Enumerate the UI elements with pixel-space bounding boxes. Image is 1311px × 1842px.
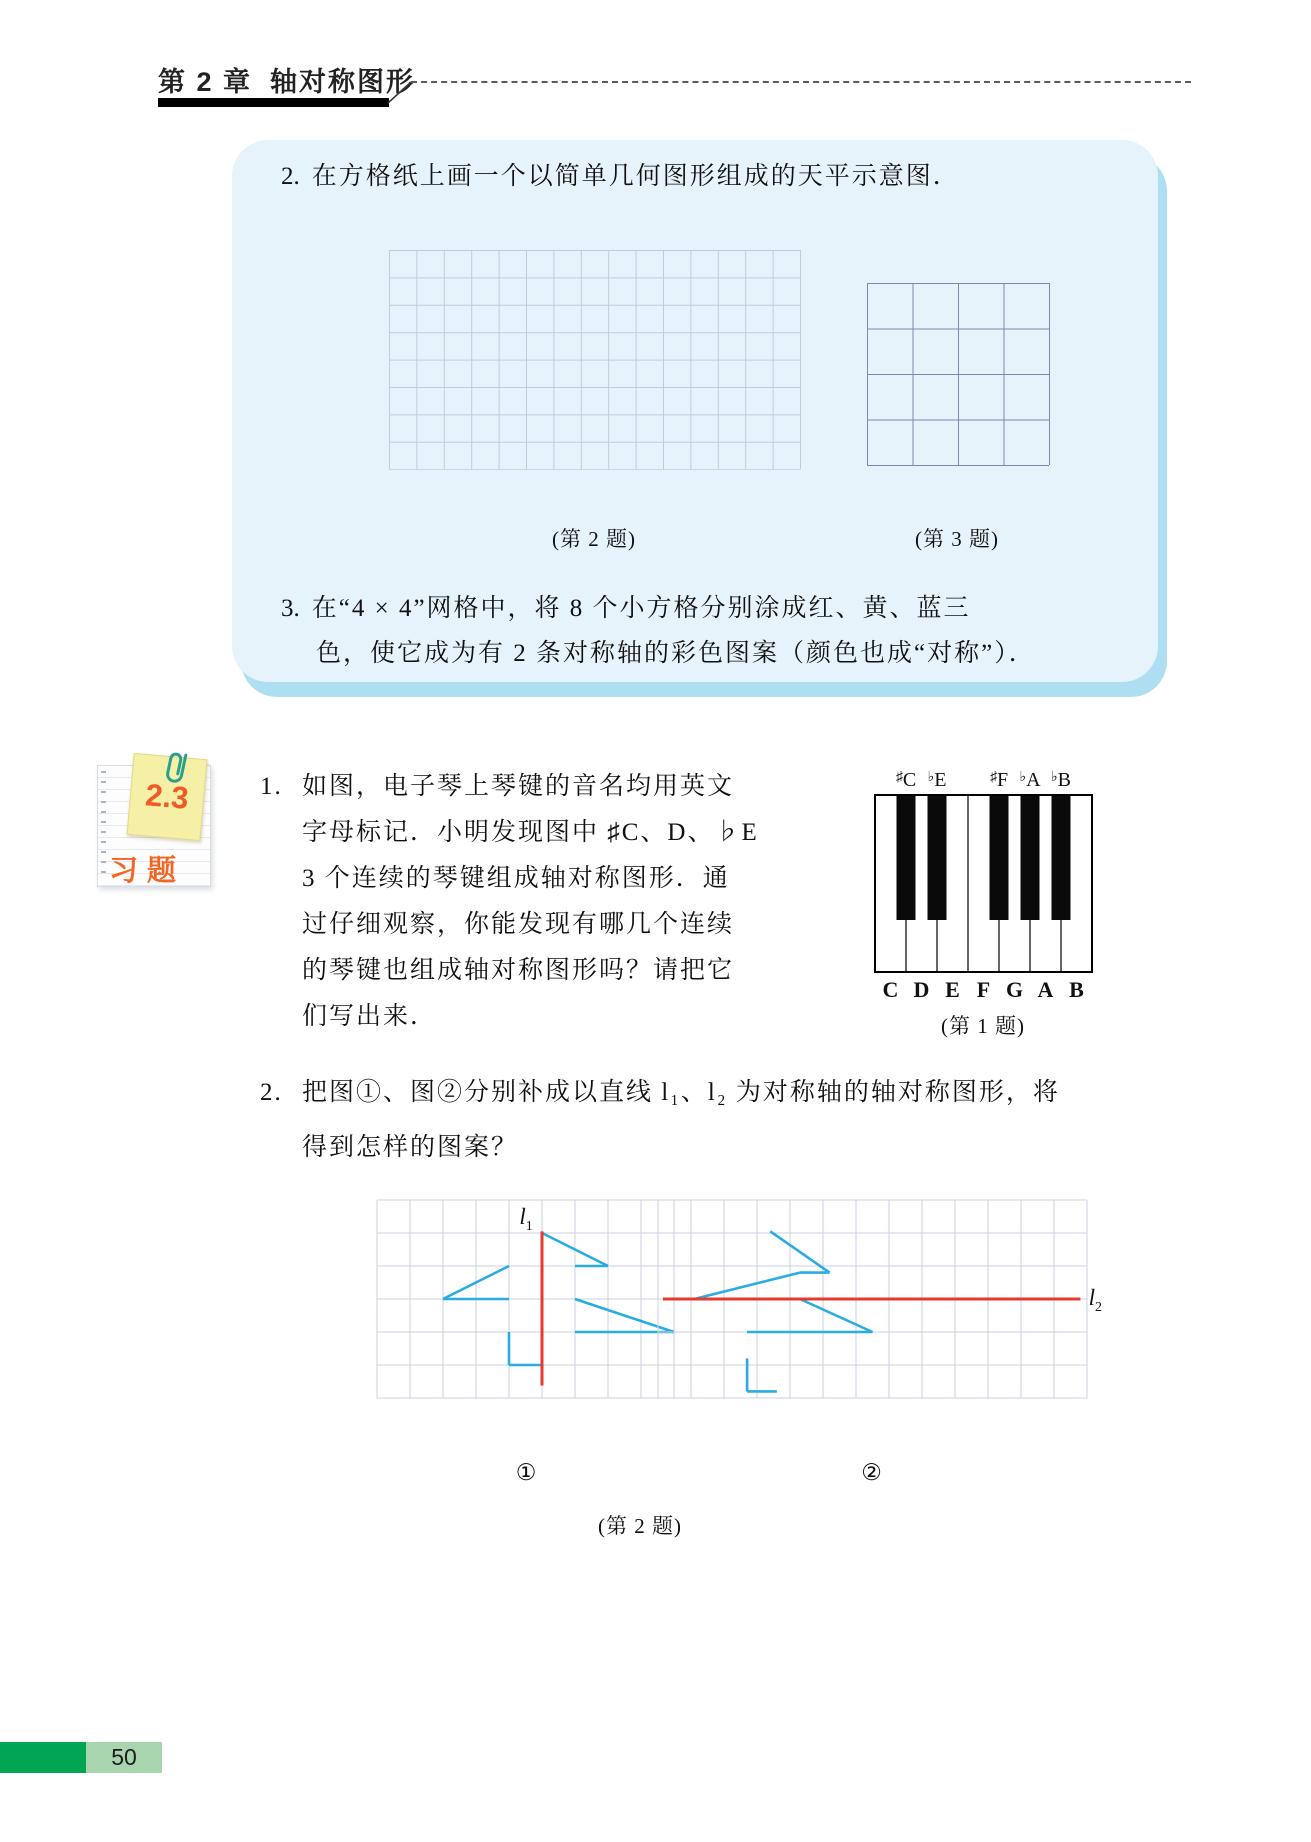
problem-2-text: 在方格纸上画一个以简单几何图形组成的天平示意图． — [311, 163, 960, 190]
white-key-label: D — [913, 977, 930, 1002]
paperclip-icon — [164, 748, 194, 788]
notepad-binding — [101, 771, 106, 881]
q1-line: 3 个连续的琴键组成轴对称图形．通 — [302, 865, 730, 892]
black-key-label: ♯C — [895, 769, 917, 791]
figure-svg — [376, 1196, 675, 1402]
badge-label: 习题 — [109, 855, 186, 887]
caption-problem-3: (第 3 题) — [915, 527, 999, 551]
figure-1-label: ① — [515, 1460, 537, 1485]
q1-number: 1. — [260, 773, 283, 800]
piano-svg — [869, 766, 1100, 1008]
white-key-label: A — [1037, 977, 1054, 1002]
white-key-label: E — [945, 977, 960, 1002]
q1-line: 过仔细观察，你能发现有哪几个连续 — [302, 911, 735, 938]
problem-box — [232, 140, 1158, 682]
section-number: 2.3 — [144, 777, 191, 816]
piano-diagram — [869, 766, 1100, 1013]
grid-paper-large — [389, 250, 801, 475]
black-key-label: ♭A — [1019, 769, 1041, 791]
grid-svg — [867, 283, 1050, 466]
header-underline — [158, 98, 389, 107]
problem-3-text-2: 色，使它成为有 2 条对称轴的彩色图案（颜色也成“对称”）． — [316, 640, 1036, 667]
header-slash — [386, 78, 414, 106]
black-key-label: ♭E — [927, 769, 947, 791]
q1-text — [302, 770, 759, 1046]
q2-line2: 得到怎样的图案？ — [302, 1134, 519, 1161]
problem-2-number: 2. — [281, 163, 300, 190]
white-key-label: B — [1069, 977, 1084, 1002]
header-dashed-line — [411, 81, 1191, 83]
box-problem-2 — [281, 160, 960, 194]
q1-line: 如图，电子琴上琴键的音名均用英文 — [302, 773, 735, 800]
caption-question-2: (第 2 题) — [598, 1514, 682, 1538]
box-problem-3-line1 — [281, 592, 971, 626]
problem-3-text-1: 在“4 × 4”网格中，将 8 个小方格分别涂成红、黄、蓝三 — [311, 595, 971, 622]
figure-svg — [657, 1196, 1150, 1402]
footer-green-bar — [0, 1742, 86, 1773]
box-problem-3-line2 — [316, 637, 1036, 671]
grid-svg — [389, 250, 801, 470]
page-number: 50 — [111, 1744, 137, 1770]
white-key-label: G — [1005, 977, 1024, 1002]
figure-2-label: ② — [861, 1460, 882, 1485]
exercise-badge — [97, 765, 211, 887]
q1-line: 的琴键也组成轴对称图形吗？请把它 — [302, 957, 735, 984]
chapter-title: 轴对称图形 — [270, 67, 416, 97]
white-key-label: F — [976, 977, 991, 1002]
q2-line1: 把图①、图②分别补成以直线 l₁、l₂ 为对称轴的轴对称图形，将 — [302, 1079, 1060, 1106]
black-key-label: ♯F — [989, 769, 1009, 791]
caption-problem-2: (第 2 题) — [552, 527, 636, 551]
white-key-label: C — [882, 977, 899, 1002]
black-key-label: ♭B — [1051, 769, 1071, 791]
problem-3-number: 3. — [281, 595, 300, 622]
q1-line: 字母标记．小明发现图中 ♯C、D、♭E — [302, 819, 759, 846]
caption-question-1: (第 1 题) — [941, 1014, 1025, 1038]
grid-4x4 — [867, 283, 1050, 471]
chapter-header — [158, 60, 415, 99]
q2-number: 2. — [260, 1079, 283, 1106]
figure-2 — [657, 1196, 1150, 1407]
page-number-box — [86, 1742, 162, 1773]
figure-1 — [376, 1196, 675, 1407]
axis-label: $l_1$ — [519, 1203, 533, 1234]
chapter-number: 第 2 章 — [158, 67, 253, 97]
axis-label: $l_2$ — [1088, 1284, 1103, 1315]
q1-line: 们写出来． — [302, 1003, 438, 1030]
